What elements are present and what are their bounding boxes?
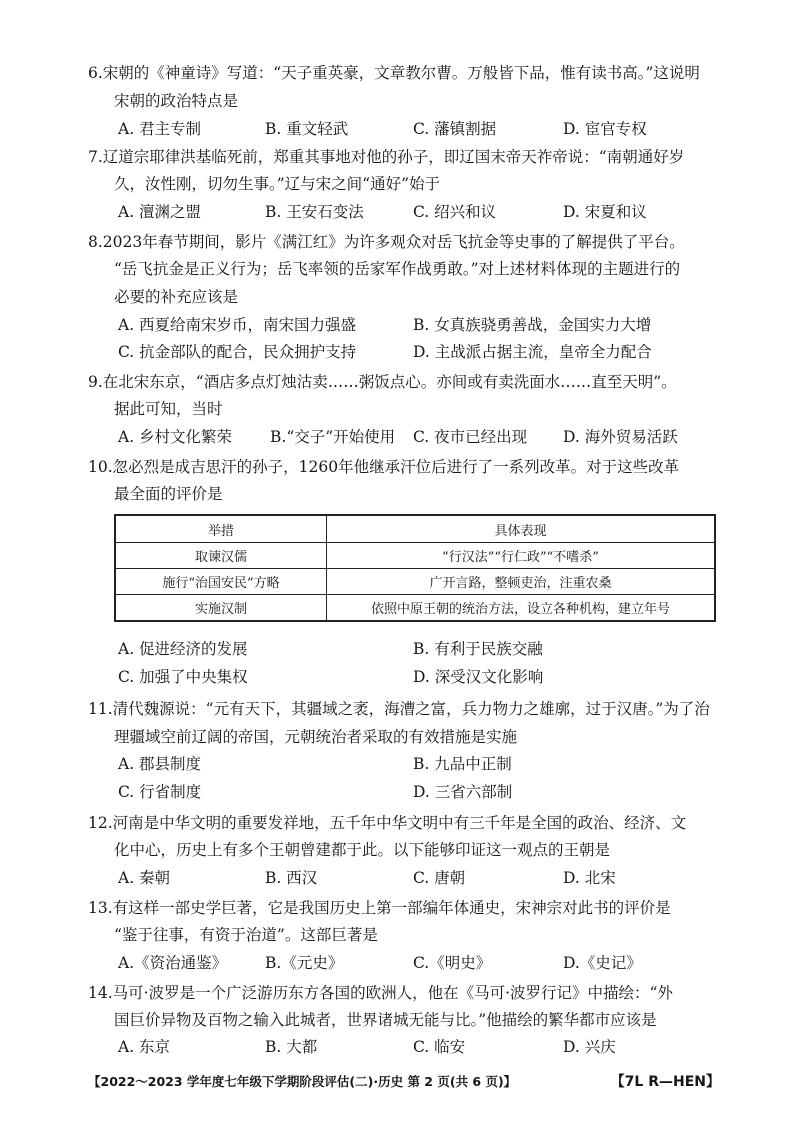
table-row: [115, 569, 715, 595]
q10-option-b[interactable]: B. 有利于民族交融: [413, 640, 543, 658]
q10-options-row-2: [0, 664, 794, 690]
q7-option-c[interactable]: C. 绍兴和议: [413, 203, 497, 221]
q7-option-a[interactable]: A. 澶渊之盟: [118, 203, 202, 221]
q8-stem-line-1: 8.2023年春节期间，影片《满江红》为许多观众对岳飞抗金等史事的了解提供了平台。: [88, 233, 685, 251]
table-row: [115, 595, 715, 622]
q7-stem-line-2: 久，汝性刚，切勿生事。”辽与宋之间“通好”始于: [114, 175, 441, 193]
table-cell-detail: “行汉法”“行仁政”“不嗜杀”: [327, 543, 716, 569]
q8-stem-line-2: “岳飞抗金是正义行为；岳飞率领的岳家军作战勇敢。”对上述材料体现的主题进行的: [114, 260, 681, 278]
q10-option-d[interactable]: D. 深受汉文化影响: [413, 668, 544, 686]
q7-option-d[interactable]: D. 宋夏和议: [563, 203, 647, 221]
q12-option-a[interactable]: A. 秦朝: [118, 869, 171, 887]
q11-option-c[interactable]: C. 行省制度: [118, 783, 202, 801]
q13-stem-line-2: “鉴于往事，有资于治道”。这部巨著是: [114, 926, 378, 944]
table-header-detail: 具体表现: [327, 515, 716, 543]
table-header-measure: 举措: [115, 515, 327, 543]
q14-option-a[interactable]: A. 东京: [118, 1038, 171, 1056]
footer-exam-info: 【2022～2023 学年度七年级下学期阶段评估(二)·历史 第 2 页(共 6 页)】: [88, 1074, 517, 1089]
q14-options: [0, 1034, 794, 1060]
q6-option-c[interactable]: C. 藩镇割据: [413, 120, 497, 138]
q10-options-row-1: [0, 636, 794, 662]
q8-options-row-1: [0, 312, 794, 338]
q8-stem-line-3: 必要的补充应该是: [114, 288, 239, 306]
q6-option-d[interactable]: D. 宦官专权: [563, 120, 647, 138]
q9-option-a[interactable]: A. 乡村文化繁荣: [118, 428, 233, 446]
q9-option-b[interactable]: B.“交子”开始使用: [270, 428, 396, 446]
q10-option-a[interactable]: A. 促进经济的发展: [118, 640, 248, 658]
q7-options: [0, 199, 794, 225]
q11-option-a[interactable]: A. 郡县制度: [118, 755, 202, 773]
q10-option-c[interactable]: C. 加强了中央集权: [118, 668, 248, 686]
q8-option-d[interactable]: D. 主战派占据主流，皇帝全力配合: [413, 343, 652, 361]
q12-options: [0, 865, 794, 891]
q8-options-row-2: [0, 339, 794, 365]
q12-option-b[interactable]: B. 西汉: [265, 869, 318, 887]
q14-stem-line-1: 14.马可·波罗是一个广泛游历东方各国的欧洲人，他在《马可·波罗行记》中描绘：“外: [88, 984, 673, 1002]
q13-option-a[interactable]: A.《资治通鉴》: [118, 954, 228, 972]
q12-stem-line-1: 12.河南是中华文明的重要发祥地，五千年中华文明中有三千年是全国的政治、经济、文: [88, 814, 687, 832]
table-cell-measure: 实施汉制: [115, 595, 327, 622]
table-header-row: [115, 515, 715, 543]
q6-stem-line-1: 6.宋朝的《神童诗》写道：“天子重英豪，文章教尔曹。万般皆下品，惟有读书高。”这说明: [88, 64, 700, 82]
table-cell-measure: 施行“治国安民”方略: [115, 569, 327, 595]
q6-options: [0, 116, 794, 142]
q13-option-c[interactable]: C.《明史》: [413, 954, 492, 972]
q8-option-b[interactable]: B. 女真族骁勇善战，金国实力大增: [413, 316, 652, 334]
q12-option-d[interactable]: D. 北宋: [563, 869, 616, 887]
q9-option-d[interactable]: D. 海外贸易活跃: [563, 428, 678, 446]
table-cell-measure: 取谏汉儒: [115, 543, 327, 569]
q13-option-b[interactable]: B.《元史》: [265, 954, 344, 972]
table-cell-detail: 广开言路，整顿吏治，注重农桑: [327, 569, 716, 595]
footer-paper-code: 【7L R—HEN】: [610, 1074, 720, 1090]
q12-stem-line-2: 化中心，历史上有多个王朝曾建都于此。以下能够印证这一观点的王朝是: [114, 841, 611, 859]
q6-option-a[interactable]: A. 君主专制: [118, 120, 202, 138]
table-row: [115, 543, 715, 569]
q13-options: [0, 950, 794, 976]
q14-option-b[interactable]: B. 大都: [265, 1038, 318, 1056]
q8-option-c[interactable]: C. 抗金部队的配合，民众拥护支持: [118, 343, 357, 361]
table-cell-detail: 依照中原王朝的统治方法，设立各种机构，建立年号: [327, 595, 716, 622]
page-footer: [88, 1071, 720, 1093]
q6-option-b[interactable]: B. 重文轻武: [265, 120, 349, 138]
q10-stem-line-2: 最全面的评价是: [114, 485, 223, 503]
q11-stem-line-2: 理疆域空前辽阔的帝国，元朝统治者采取的有效措施是实施: [114, 728, 518, 746]
q11-stem-line-1: 11.清代魏源说：“元有天下，其疆域之袤，海漕之富，兵力物力之雄廓，过于汉唐。”为了治: [88, 700, 710, 718]
q11-options-row-2: [0, 779, 794, 805]
q11-option-d[interactable]: D. 三省六部制: [413, 783, 513, 801]
q6-stem-line-2: 宋朝的政治特点是: [114, 92, 239, 110]
q11-option-b[interactable]: B. 九品中正制: [413, 755, 512, 773]
q9-stem-line-2: 据此可知，当时: [114, 400, 223, 418]
q12-option-c[interactable]: C. 唐朝: [413, 869, 466, 887]
q10-stem-line-1: 10.忽必烈是成吉思汗的孙子，1260年他继承汗位后进行了一系列改革。对于这些改革: [88, 458, 680, 476]
q7-stem-line-1: 7.辽道宗耶律洪基临死前，郑重其事地对他的孙子，即辽国末帝天祚帝说：“南朝通好岁: [88, 148, 685, 166]
q13-stem-line-1: 13.有这样一部史学巨著，它是我国历史上第一部编年体通史，宋神宗对此书的评价是: [88, 899, 671, 917]
q7-option-b[interactable]: B. 王安石变法: [265, 203, 364, 221]
q9-options: [0, 424, 794, 450]
q14-option-c[interactable]: C. 临安: [413, 1038, 466, 1056]
q11-options-row-1: [0, 751, 794, 777]
q9-option-c[interactable]: C. 夜市已经出现: [413, 428, 528, 446]
q14-stem-line-2: 国巨价异物及百物之输入此城者，世界诸城无能与比。”他描绘的繁华都市应该是: [114, 1011, 657, 1029]
q9-stem-line-1: 9.在北宋东京，“酒店多点灯烛沽卖……粥饭点心。亦间或有卖洗面水……直至天明”。: [88, 373, 677, 391]
q14-option-d[interactable]: D. 兴庆: [563, 1038, 616, 1056]
q13-option-d[interactable]: D.《史记》: [563, 954, 642, 972]
q10-measures-table: [114, 514, 716, 622]
q8-option-a[interactable]: A. 西夏给南宋岁币，南宋国力强盛: [118, 316, 357, 334]
